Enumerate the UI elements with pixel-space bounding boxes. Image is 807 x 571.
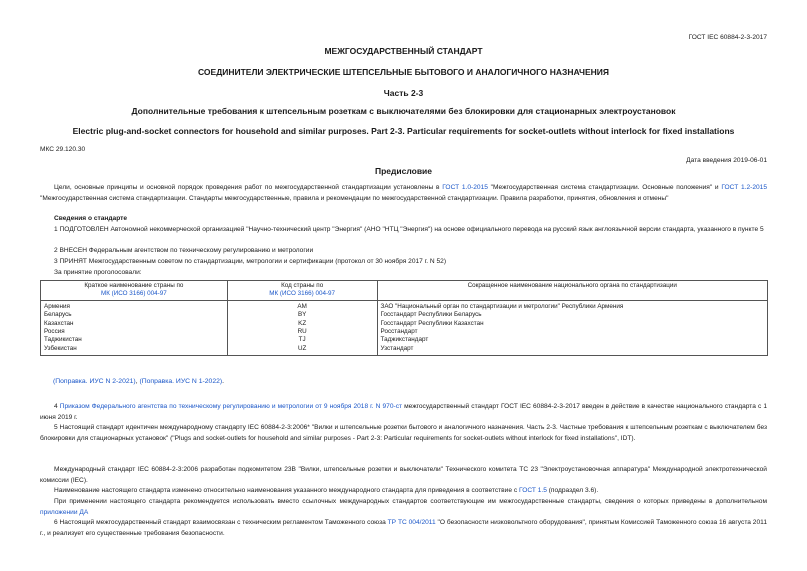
body-cell: ЗАО "Национальный орган по стандартизации и метрологии" Республики Армения [377, 300, 767, 311]
table-row [41, 320, 768, 328]
tr-ts-link[interactable]: ТР ТС 004/2011 [387, 519, 436, 526]
body-cell: Таджикстандарт [377, 336, 767, 344]
country-cell: Казахстан [41, 320, 228, 328]
standard-title-ru: СОЕДИНИТЕЛИ ЭЛЕКТРИЧЕСКИЕ ШТЕПСЕЛЬНЫЕ БЫТОВОГО И АНАЛОГИЧНОГО НАЗНАЧЕНИЯ [197, 67, 609, 77]
text: "О безопасности низковольтного оборудования", принятым Комиссией Таможенного союза 16 августа 2011 г., и реализует его существенные требования безопасности. [40, 519, 767, 537]
title-en: Electric plug-and-socket connectors for household and similar purposes. Part 2-3. Particular requirements for socket-outlets without interlock for fixed installations [72, 126, 735, 136]
table-row [41, 311, 768, 319]
code-cell: AM [227, 300, 377, 311]
body-cell: Госстандарт Республики Казахстан [377, 320, 767, 328]
subtitle-ru: Дополнительные требования к штепсельным розеткам с выключателями без блокировки для стационарных электроустановок [131, 106, 676, 116]
name-change-paragraph [40, 486, 767, 497]
text: Цели, основные принципы и основной порядок проведения работ по межгосударственной стандартизации установлены в [54, 184, 443, 191]
header-text: Краткое наименование страны по [84, 282, 184, 289]
table-row [41, 336, 768, 344]
code-cell: BY [227, 311, 377, 319]
mks-code: МКС 29.120.30 [40, 146, 86, 153]
item-1-prepared: 1 ПОДГОТОВЛЕН Автономной некоммерческой организацией "Научно-технический центр "Энергия" (АНО "НТЦ "Энергия") на основе официального перевода на русский язык англоязычной версии стандарта, указанного в пункте 5 [54, 226, 764, 233]
standard-type-heading: МЕЖГОСУДАРСТВЕННЫЙ СТАНДАРТ [324, 46, 483, 56]
order-link[interactable]: Приказом Федерального агентства по техническому регулированию и метрологии от 9 ноября 2018 г. N 970-ст [59, 403, 403, 410]
item-3-adopted: 3 ПРИНЯТ Межгосударственным советом по стандартизации, метрологии и сертификации (протокол от 30 ноября 2017 г. N 52) [54, 258, 447, 265]
header-text: Код страны по [281, 282, 324, 289]
separator: , [135, 378, 140, 385]
code-cell: RU [227, 328, 377, 336]
gost-1-5-link[interactable]: ГОСТ 1.5 [519, 487, 547, 494]
application-paragraph [40, 497, 767, 518]
text: (подраздел 3.6). [546, 487, 599, 494]
voted-label: За принятие проголосовали: [54, 269, 142, 276]
item-4-enacted [40, 402, 767, 423]
amendment-link[interactable]: (Поправка. ИУС N 2-2021) [53, 378, 136, 385]
text: Наименование настоящего стандарта изменено относительно наименования указанного международного стандарта для приведения в соответствие с [54, 487, 519, 494]
text: "Межгосударственная система стандартизации. Основные положения" и [487, 184, 722, 191]
code-cell: KZ [227, 320, 377, 328]
document-code: ГОСТ IEC 60884-2-3-2017 [688, 34, 767, 41]
code-cell: UZ [227, 345, 377, 356]
amendments-line [53, 378, 224, 385]
country-cell: Россия [41, 328, 228, 336]
introduction-date: Дата введения 2019-06-01 [686, 157, 767, 164]
appendix-da-link[interactable]: приложении ДА [40, 508, 89, 516]
country-cell: Армения [41, 300, 228, 311]
table-row [41, 300, 768, 311]
country-cell: Беларусь [41, 311, 228, 319]
text: 4 [54, 403, 60, 410]
part-heading: Часть 2-3 [383, 88, 424, 98]
text: "Межгосударственная система стандартизации. Стандарты межгосударственные, правила и рекомендации по межгосударственной стандартизации. Правила разработки, принятия, обновления и отмены" [40, 194, 669, 202]
column-header-code [227, 281, 377, 301]
text: . [222, 378, 225, 385]
table-header-row [41, 281, 768, 301]
table-row [41, 345, 768, 356]
column-header-body: Сокращенное наименование национального органа по стандартизации [377, 281, 767, 301]
gost-1-2-link[interactable]: ГОСТ 1.2-2015 [721, 184, 768, 191]
voting-countries-table [40, 280, 768, 356]
text: При применении настоящего стандарта рекомендуется использовать вместо ссылочных международных стандартов соответствующие им межгосударственные стандарты, сведения о которых приведены в дополнительном [54, 498, 767, 505]
amendment-link[interactable]: (Поправка. ИУС N 1-2022) [139, 378, 223, 385]
item-5-identical: 5 Настоящий стандарт идентичен международному стандарту IEC 60884-2-3:2006* "Вилки и штепсельные розетки бытового и аналогичного назначения. Часть 2-3. Частные требования к штепсельным розеткам с выключателем без блокировки для стационарных установок" ("Plugs and socket-outlets for household and similar purposes - Part 2-3: Particular requirements for socket-outlets without interlock for fixed installations", IDT). [40, 424, 767, 442]
table-row [41, 328, 768, 336]
country-cell: Таджикистан [41, 336, 228, 344]
body-cell: Узстандарт [377, 345, 767, 356]
body-cell: Росстандарт [377, 328, 767, 336]
country-cell: Узбекистан [41, 345, 228, 356]
about-standard-heading: Сведения о стандарте [54, 215, 128, 222]
preface-paragraph [40, 183, 767, 204]
text: межгосударственный стандарт ГОСТ IEC 60884-2-3-2017 введен в действие в качестве национального стандарта с 1 июня 2019 г. [40, 403, 767, 421]
gost-1-0-link[interactable]: ГОСТ 1.0-2015 [442, 184, 488, 191]
preface-heading: Предисловие [374, 166, 433, 176]
mk-iso-link[interactable]: МК (ИСО 3166) 004-97 [100, 290, 167, 298]
body-cell: Госстандарт Республики Беларусь [377, 311, 767, 319]
text: 6 Настоящий межгосударственный стандарт взаимосвязан с техническим регламентом Таможенного союза [54, 519, 388, 526]
column-header-country [41, 281, 228, 301]
mk-iso-link[interactable]: МК (ИСО 3166) 004-97 [269, 290, 336, 298]
iec-developer-paragraph: Международный стандарт IEC 60884-2-3:2006 разработан подкомитетом 23B "Вилки, штепсельные розетки и выключатели" Технического комитета ТС 23 "Электроустановочная аппаратура" Международной электротехнической комиссии (IEC). [40, 466, 767, 484]
item-6-regulation [40, 518, 767, 539]
item-2-introduced: 2 ВНЕСЕН Федеральным агентством по техническому регулированию и метрологии [54, 247, 314, 254]
code-cell: TJ [227, 336, 377, 344]
